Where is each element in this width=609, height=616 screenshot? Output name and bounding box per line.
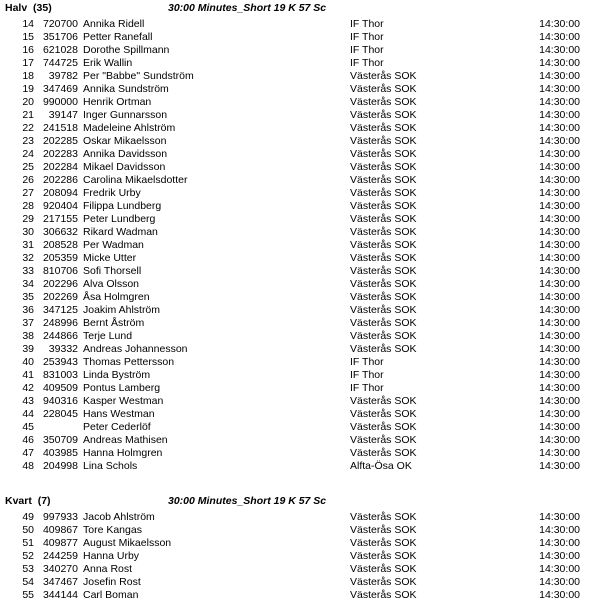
si-card-number: 202283 [42, 148, 78, 160]
club-name: Västerås SOK [350, 174, 417, 186]
runner-row [0, 317, 609, 330]
club-name: Västerås SOK [350, 408, 417, 420]
start-time: 14:30:00 [539, 330, 580, 342]
club-name: Alfta-Ösa OK [350, 460, 412, 472]
runner-name: Andreas Johannesson [83, 343, 188, 355]
club-name: Västerås SOK [350, 343, 417, 355]
start-number: 42 [22, 382, 34, 394]
start-time: 14:30:00 [539, 252, 580, 264]
si-card-number: 202269 [42, 291, 78, 303]
start-time: 14:30:00 [539, 18, 580, 30]
club-name: Västerås SOK [350, 421, 417, 433]
runner-row [0, 44, 609, 57]
runner-row [0, 408, 609, 421]
start-number: 16 [22, 44, 34, 56]
si-card-number: 244866 [42, 330, 78, 342]
class-name [5, 2, 52, 14]
start-number: 36 [22, 304, 34, 316]
start-time: 14:30:00 [539, 317, 580, 329]
club-name: Västerås SOK [350, 576, 417, 588]
club-name: Västerås SOK [350, 589, 417, 601]
club-name: Västerås SOK [350, 226, 417, 238]
runner-name: Josefin Rost [83, 576, 141, 588]
start-number: 53 [22, 563, 34, 575]
club-name: Västerås SOK [350, 96, 417, 108]
start-time: 14:30:00 [539, 511, 580, 523]
start-number: 40 [22, 356, 34, 368]
runner-name: Peter Lundberg [83, 213, 156, 225]
start-number: 29 [22, 213, 34, 225]
runner-name: Carolina Mikaelsdotter [83, 174, 188, 186]
si-card-number: 990000 [42, 96, 78, 108]
runner-name: Fredrik Urby [83, 187, 141, 199]
runner-row [0, 18, 609, 31]
start-number: 33 [22, 265, 34, 277]
runner-name: Terje Lund [83, 330, 133, 342]
club-name: IF Thor [350, 44, 384, 56]
start-time: 14:30:00 [539, 109, 580, 121]
start-list-rows [0, 511, 609, 602]
runner-name: Dorothe Spillmann [83, 44, 170, 56]
club-name: Västerås SOK [350, 122, 417, 134]
runner-row [0, 421, 609, 434]
si-card-number: 248996 [42, 317, 78, 329]
start-number: 23 [22, 135, 34, 147]
start-list-section-kvart [0, 495, 609, 602]
runner-name: Tore Kangas [83, 524, 142, 536]
start-list-rows [0, 18, 609, 473]
start-time: 14:30:00 [539, 31, 580, 43]
club-name: Västerås SOK [350, 563, 417, 575]
si-card-number: 347469 [42, 83, 78, 95]
runner-row [0, 265, 609, 278]
si-card-number: 205359 [42, 252, 78, 264]
start-time: 14:30:00 [539, 213, 580, 225]
runner-name: Kasper Westman [83, 395, 164, 407]
runner-row [0, 213, 609, 226]
si-card-number: 810706 [42, 265, 78, 277]
club-name: Västerås SOK [350, 291, 417, 303]
club-name: Västerås SOK [350, 200, 417, 212]
si-card-number: 340270 [42, 563, 78, 575]
runner-row [0, 343, 609, 356]
runner-name: Hanna Holmgren [83, 447, 163, 459]
si-card-number: 241518 [42, 122, 78, 134]
start-time: 14:30:00 [539, 382, 580, 394]
si-card-number: 347125 [42, 304, 78, 316]
start-number: 28 [22, 200, 34, 212]
start-time: 14:30:00 [539, 460, 580, 472]
runner-row [0, 330, 609, 343]
start-time: 14:30:00 [539, 304, 580, 316]
runner-row [0, 148, 609, 161]
si-card-number: 403985 [42, 447, 78, 459]
si-card-number: 409509 [42, 382, 78, 394]
start-time: 14:30:00 [539, 96, 580, 108]
runner-row [0, 57, 609, 70]
start-number: 15 [22, 31, 34, 43]
start-time: 14:30:00 [539, 265, 580, 277]
club-name: Västerås SOK [350, 317, 417, 329]
club-name: Västerås SOK [350, 278, 417, 290]
start-number: 47 [22, 447, 34, 459]
club-name: Västerås SOK [350, 109, 417, 121]
club-name: IF Thor [350, 31, 384, 43]
si-card-number: 720700 [42, 18, 78, 30]
club-name: IF Thor [350, 57, 384, 69]
club-name: Västerås SOK [350, 434, 417, 446]
runner-name: Rikard Wadman [83, 226, 158, 238]
club-name: Västerås SOK [350, 524, 417, 536]
start-number: 52 [22, 550, 34, 562]
start-time: 14:30:00 [539, 408, 580, 420]
start-number: 48 [22, 460, 34, 472]
runner-row [0, 109, 609, 122]
runner-row [0, 291, 609, 304]
si-card-number: 244259 [42, 550, 78, 562]
club-name: Västerås SOK [350, 161, 417, 173]
si-card-number: 997933 [42, 511, 78, 523]
start-number: 55 [22, 589, 34, 601]
runner-row [0, 460, 609, 473]
si-card-number: 409877 [42, 537, 78, 549]
runner-name: Hanna Urby [83, 550, 140, 562]
start-number: 14 [22, 18, 34, 30]
club-name: IF Thor [350, 382, 384, 394]
start-time: 14:30:00 [539, 44, 580, 56]
class-count: (35) [33, 2, 52, 14]
runner-name: Åsa Holmgren [83, 291, 150, 303]
runner-row [0, 369, 609, 382]
start-number: 18 [22, 70, 34, 82]
runner-row [0, 278, 609, 291]
si-card-number: 831003 [42, 369, 78, 381]
start-number: 22 [22, 122, 34, 134]
runner-name: Carl Boman [83, 589, 139, 601]
club-name: Västerås SOK [350, 550, 417, 562]
si-card-number: 204998 [42, 460, 78, 472]
runner-name: Madeleine Ahlström [83, 122, 176, 134]
start-number: 20 [22, 96, 34, 108]
start-number: 17 [22, 57, 34, 69]
runner-name: Erik Wallin [83, 57, 133, 69]
start-number: 25 [22, 161, 34, 173]
runner-row [0, 537, 609, 550]
runner-name: Hans Westman [83, 408, 155, 420]
class-header [0, 2, 609, 18]
runner-row [0, 239, 609, 252]
class-name [5, 495, 51, 507]
runner-name: Anna Rost [83, 563, 133, 575]
start-time: 14:30:00 [539, 395, 580, 407]
si-card-number: 253943 [42, 356, 78, 368]
start-time: 14:30:00 [539, 187, 580, 199]
start-time: 14:30:00 [539, 200, 580, 212]
start-number: 38 [22, 330, 34, 342]
si-card-number: 351706 [42, 31, 78, 43]
runner-name: Linda Byström [83, 369, 151, 381]
start-number: 44 [22, 408, 34, 420]
si-card-number: 202284 [42, 161, 78, 173]
start-time: 14:30:00 [539, 83, 580, 95]
runner-name: Annika Ridell [83, 18, 145, 30]
start-number: 31 [22, 239, 34, 251]
start-time: 14:30:00 [539, 291, 580, 303]
start-list-section-halv [0, 2, 609, 473]
start-number: 24 [22, 148, 34, 160]
club-name: Västerås SOK [350, 252, 417, 264]
si-card-number: 347467 [42, 576, 78, 588]
si-card-number: 940316 [42, 395, 78, 407]
runner-name: Henrik Ortman [83, 96, 152, 108]
start-time: 14:30:00 [539, 122, 580, 134]
start-time: 14:30:00 [539, 57, 580, 69]
runner-row [0, 511, 609, 524]
runner-name: Mikael Davidsson [83, 161, 166, 173]
runner-row [0, 200, 609, 213]
runner-row [0, 550, 609, 563]
club-name: Västerås SOK [350, 511, 417, 523]
club-name: Västerås SOK [350, 187, 417, 199]
si-card-number: 217155 [42, 213, 78, 225]
club-name: IF Thor [350, 369, 384, 381]
start-time: 14:30:00 [539, 343, 580, 355]
runner-row [0, 576, 609, 589]
club-name: Västerås SOK [350, 330, 417, 342]
club-name: Västerås SOK [350, 213, 417, 225]
runner-row [0, 434, 609, 447]
runner-name: Per Wadman [83, 239, 144, 251]
start-number: 54 [22, 576, 34, 588]
start-number: 30 [22, 226, 34, 238]
runner-row [0, 252, 609, 265]
si-card-number: 39147 [48, 109, 78, 121]
runner-name: Thomas Pettersson [83, 356, 175, 368]
start-number: 51 [22, 537, 34, 549]
club-name: Västerås SOK [350, 239, 417, 251]
runner-row [0, 31, 609, 44]
si-card-number: 39782 [48, 70, 78, 82]
start-time: 14:30:00 [539, 434, 580, 446]
start-time: 14:30:00 [539, 174, 580, 186]
si-card-number: 920404 [42, 200, 78, 212]
si-card-number: 744725 [42, 57, 78, 69]
runner-name: Joakim Ahlström [83, 304, 161, 316]
runner-row [0, 382, 609, 395]
start-time: 14:30:00 [539, 576, 580, 588]
si-card-number: 228045 [42, 408, 78, 420]
runner-row [0, 447, 609, 460]
club-name: Västerås SOK [350, 70, 417, 82]
start-number: 50 [22, 524, 34, 536]
runner-name: Jacob Ahlström [83, 511, 155, 523]
start-number: 49 [22, 511, 34, 523]
si-card-number: 202286 [42, 174, 78, 186]
club-name: Västerås SOK [350, 83, 417, 95]
runner-row [0, 395, 609, 408]
si-card-number: 39332 [48, 343, 78, 355]
start-time: 14:30:00 [539, 161, 580, 173]
start-time: 14:30:00 [539, 356, 580, 368]
runner-name: Andreas Mathisen [83, 434, 168, 446]
runner-row [0, 356, 609, 369]
runner-row [0, 83, 609, 96]
runner-row [0, 226, 609, 239]
si-card-number: 208094 [42, 187, 78, 199]
runner-name: Filippa Lundberg [83, 200, 162, 212]
runner-name: Bernt Åström [83, 317, 145, 329]
runner-name: Annika Davidsson [83, 148, 168, 160]
runner-name: Micke Utter [83, 252, 137, 264]
runner-row [0, 70, 609, 83]
runner-row [0, 174, 609, 187]
class-title: Kvart [5, 495, 32, 507]
course-info: 30:00 Minutes_Short 19 K 57 Sc [168, 2, 327, 14]
club-name: Västerås SOK [350, 447, 417, 459]
start-number: 37 [22, 317, 34, 329]
club-name: IF Thor [350, 356, 384, 368]
start-time: 14:30:00 [539, 421, 580, 433]
class-header [0, 495, 609, 511]
runner-name: Per "Babbe" Sundström [83, 70, 194, 82]
runner-name: Inger Gunnarsson [83, 109, 168, 121]
runner-row [0, 524, 609, 537]
start-number: 34 [22, 278, 34, 290]
runner-name: Oskar Mikaelsson [83, 135, 167, 147]
si-card-number: 208528 [42, 239, 78, 251]
runner-name: Lina Schols [83, 460, 138, 472]
runner-name: Peter Cederlöf [83, 421, 151, 433]
si-card-number: 344144 [42, 589, 78, 601]
start-time: 14:30:00 [539, 148, 580, 160]
runner-row [0, 563, 609, 576]
runner-name: Petter Ranefall [83, 31, 153, 43]
runner-row [0, 589, 609, 602]
start-number: 41 [22, 369, 34, 381]
runner-row [0, 187, 609, 200]
club-name: IF Thor [350, 18, 384, 30]
start-number: 26 [22, 174, 34, 186]
start-time: 14:30:00 [539, 135, 580, 147]
start-time: 14:30:00 [539, 369, 580, 381]
start-number: 19 [22, 83, 34, 95]
runner-row [0, 304, 609, 317]
si-card-number: 350709 [42, 434, 78, 446]
runner-name: Annika Sundström [83, 83, 169, 95]
course-info: 30:00 Minutes_Short 19 K 57 Sc [168, 495, 327, 507]
runner-name: Sofi Thorsell [83, 265, 142, 277]
si-card-number: 621028 [42, 44, 78, 56]
si-card-number: 306632 [42, 226, 78, 238]
start-number: 43 [22, 395, 34, 407]
si-card-number: 202285 [42, 135, 78, 147]
start-number: 39 [22, 343, 34, 355]
start-time: 14:30:00 [539, 239, 580, 251]
start-time: 14:30:00 [539, 550, 580, 562]
start-time: 14:30:00 [539, 278, 580, 290]
start-number: 27 [22, 187, 34, 199]
si-card-number: 409867 [42, 524, 78, 536]
runner-name: August Mikaelsson [83, 537, 172, 549]
class-title: Halv [5, 2, 28, 14]
club-name: Västerås SOK [350, 304, 417, 316]
runner-row [0, 135, 609, 148]
runner-row [0, 122, 609, 135]
club-name: Västerås SOK [350, 135, 417, 147]
class-count: (7) [37, 495, 51, 507]
start-time: 14:30:00 [539, 589, 580, 601]
start-time: 14:30:00 [539, 563, 580, 575]
start-number: 46 [22, 434, 34, 446]
start-time: 14:30:00 [539, 537, 580, 549]
si-card-number: 202296 [42, 278, 78, 290]
runner-name: Alva Olsson [83, 278, 140, 290]
club-name: Västerås SOK [350, 395, 417, 407]
runner-row [0, 96, 609, 109]
start-number: 21 [22, 109, 34, 121]
start-time: 14:30:00 [539, 447, 580, 459]
club-name: Västerås SOK [350, 265, 417, 277]
start-number: 32 [22, 252, 34, 264]
start-time: 14:30:00 [539, 524, 580, 536]
runner-name: Pontus Lamberg [83, 382, 161, 394]
start-number: 45 [22, 421, 34, 433]
club-name: Västerås SOK [350, 537, 417, 549]
club-name: Västerås SOK [350, 148, 417, 160]
start-time: 14:30:00 [539, 226, 580, 238]
start-number: 35 [22, 291, 34, 303]
start-time: 14:30:00 [539, 70, 580, 82]
runner-row [0, 161, 609, 174]
